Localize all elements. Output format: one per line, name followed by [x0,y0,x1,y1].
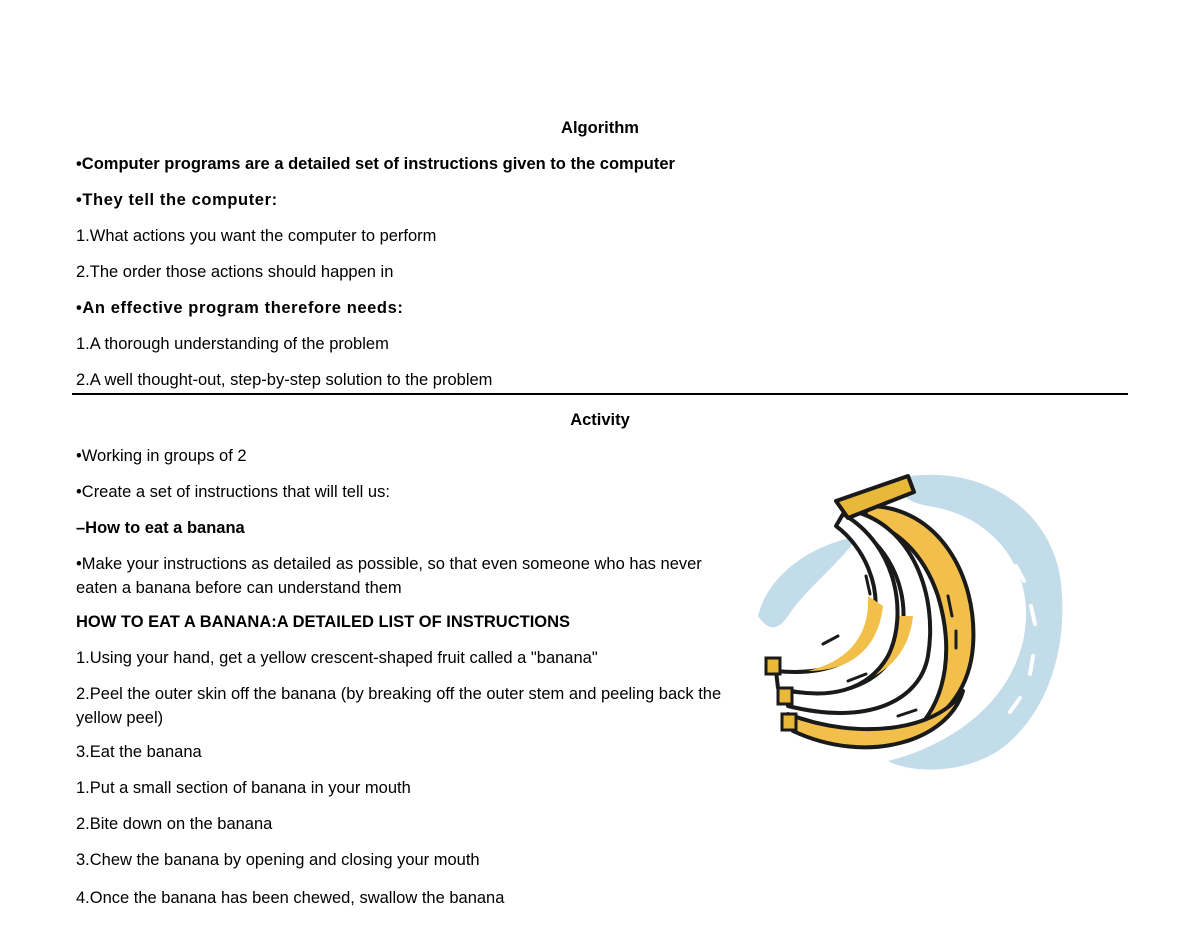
algorithm-item-understanding: 1.A thorough understanding of the problem [76,335,389,353]
substep-chew: 3.Chew the banana by opening and closing your mouth [76,851,480,869]
banana-tip-2 [778,688,792,704]
algorithm-item-actions: 1.What actions you want the computer to perform [76,227,437,245]
step-get-banana: 1.Using your hand, get a yellow crescent-shaped fruit called a "banana" [76,649,598,667]
activity-bullet-create: •Create a set of instructions that will tell us: [76,483,390,501]
banana-tip-1 [766,658,780,674]
activity-dash-eat-banana: –How to eat a banana [76,519,245,537]
algorithm-item-order: 2.The order those actions should happen in [76,263,394,281]
activity-bullet-groups: •Working in groups of 2 [76,447,247,465]
step-peel-banana: 2.Peel the outer skin off the banana (by breaking off the outer stem and peeling back the yellow peel) [76,685,722,727]
activity-bullet-detailed: •Make your instructions as detailed as possible, so that even someone who has never eaten a banana before can understand them [76,555,702,597]
algorithm-bullet-programs: •Computer programs are a detailed set of instructions given to the computer [76,155,675,173]
instructions-heading: HOW TO EAT A BANANA:A DETAILED LIST OF INSTRUCTIONS [76,613,571,631]
background-swirl-left [758,536,858,627]
algorithm-bullet-effective: •An effective program therefore needs: [76,299,404,317]
activity-title: Activity [570,411,630,429]
algorithm-bullet-tell: •They tell the computer: [76,191,278,209]
substep-swallow: 4.Once the banana has been chewed, swallow the banana [76,889,505,907]
section-divider [72,393,1128,395]
banana-tip-3 [782,714,796,730]
substep-put-in-mouth: 1.Put a small section of banana in your mouth [76,779,411,797]
substep-bite-down: 2.Bite down on the banana [76,815,273,833]
algorithm-item-solution: 2.A well thought-out, step-by-step solution to the problem [76,371,493,389]
step-eat-banana: 3.Eat the banana [76,743,202,761]
algorithm-title: Algorithm [561,119,639,137]
banana-bunch-icon [748,466,1070,772]
